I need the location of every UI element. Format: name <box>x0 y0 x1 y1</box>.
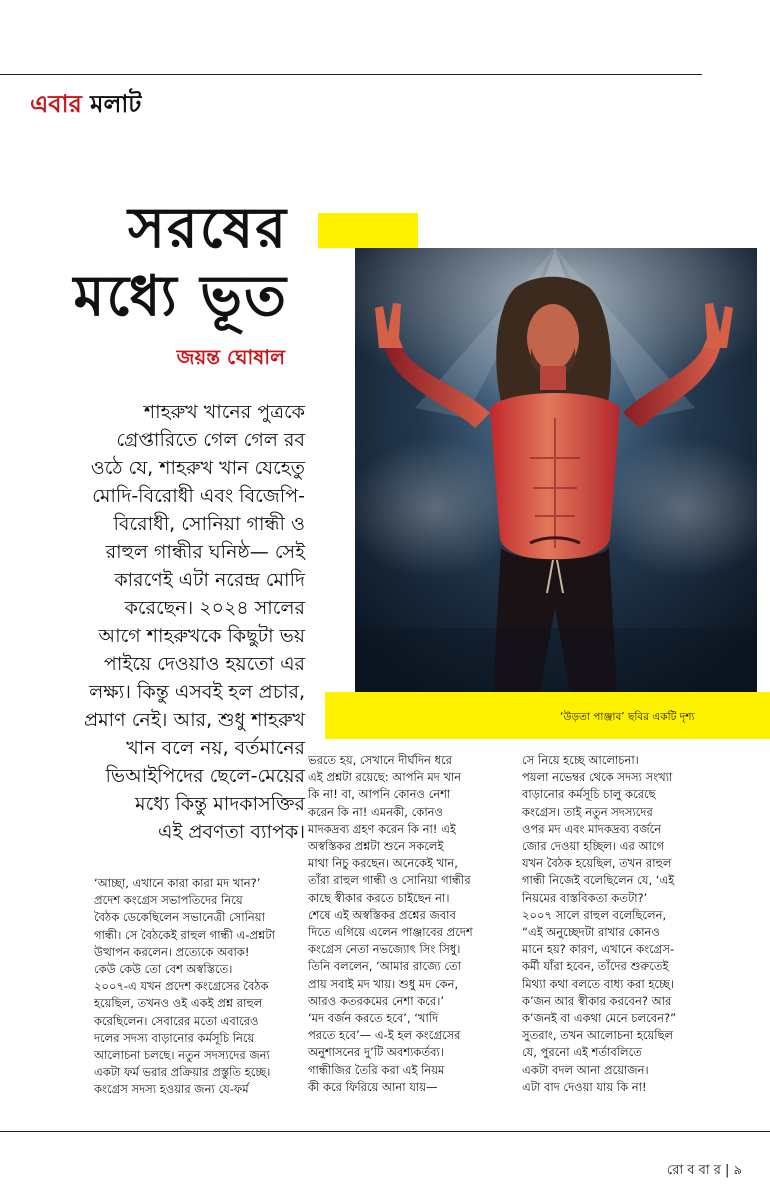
lead-line: খান বলে নয়, বর্তমানের <box>126 737 305 759</box>
lead-line: পাইয়ে দেওয়াও হয়তো এর <box>103 653 305 675</box>
body-line: গান্ধীজির তৈরি করা এই নিয়ম <box>308 1062 445 1077</box>
body-line: তাঁরা রাহুল গান্ধী ও সোনিয়া গান্ধীর <box>308 873 471 888</box>
body-line: আরও কতরকমের নেশা করে।’ <box>308 993 444 1008</box>
lead-line: কারণেই এটা নরেন্দ্র মোদি <box>114 569 305 591</box>
body-line: কংগ্রেস। তাই নতুন সদস্যদের <box>522 804 653 819</box>
section-label-accent: এবার <box>30 90 82 118</box>
body-line: মাদকদ্রব্য গ্রহণ করেন কি না! এই <box>308 821 456 836</box>
yellow-accent-top <box>318 213 418 248</box>
body-line: উত্থাপন করলেন। প্রত্যেকে অবাক! <box>94 944 250 959</box>
lead-line: লক্ষ্য। কিন্তু এসবই হল প্রচার, <box>89 681 305 703</box>
cover-photo-illustration <box>355 248 757 692</box>
body-line: করেন কি না! এমনকী, কোনও <box>308 804 443 819</box>
body-line: ২০০৭ সালে রাহুল বলেছিলেন, <box>522 907 667 922</box>
body-line: যে, পুরনো এই শর্তাবলিতে <box>522 1045 642 1060</box>
lead-line: বিরোধী, সোনিয়া গান্ধী ও <box>113 513 305 535</box>
lead-line: ওঠে যে, শাহরুখ খান যেহেতু <box>90 457 305 479</box>
body-line: সুতরাং, তখন আলোচনা হয়েছিল <box>522 1028 674 1043</box>
body-column-2 <box>308 752 518 1096</box>
body-line: ‘আচ্ছা, এখানে কারা কারা মদ খান?’ <box>94 876 261 890</box>
bottom-rule <box>0 1131 770 1132</box>
headline-line-1: সরষের <box>128 195 288 261</box>
body-line: সে নিয়ে হচ্ছে আলোচনা। <box>522 753 639 767</box>
lead-line: আগে শাহরুখকে কিছুটা ভয় <box>98 625 305 647</box>
section-label <box>30 86 141 126</box>
headline-line-2: মধ্যে ভূত <box>73 263 288 329</box>
magazine-name: রো ব বা র <box>666 1163 721 1178</box>
body-column-1 <box>94 875 304 1099</box>
body-line: গান্ধী নিজেই বলেছিলেন যে, ‘এই <box>522 873 675 888</box>
body-line: এটা বাদ দেওয়া যায় কি না! <box>522 1079 647 1094</box>
lead-line: এই প্রবণতা ব্যাপক। <box>157 821 305 843</box>
page-number: ৯ <box>733 1163 742 1178</box>
lead-paragraph <box>5 398 305 846</box>
body-line: নিয়মের বাস্তবিকতা কতটা?’ <box>522 890 648 905</box>
body-line: কাছে স্বীকার করতে চাইছেন না। <box>308 890 450 905</box>
body-line: করেছিলেন। সেবারের মতো এবারেও <box>94 1013 259 1028</box>
body-line: পয়লা নভেম্বর থেকে সদস্য সংখ্যা <box>522 770 673 785</box>
body-line: মিথ্যা কথা বলতে বাধ্য করা হচ্ছে। <box>522 976 675 991</box>
body-line: ভরতে হয়, সেখানে দীর্ঘদিন ধরে <box>308 753 452 767</box>
body-line: কংগ্রেস নেতা নভজ্যোৎ সিং সিধু। <box>308 942 461 957</box>
body-line: যখন বৈঠক হয়েছিল, তখন রাহুল <box>522 856 672 871</box>
body-line: মানে হয়? কারণ, এখানে কংগ্রেস- <box>522 942 675 957</box>
body-line: দলের সদস্য বাড়ানোর কর্মসূচি নিয়ে <box>94 1030 255 1045</box>
body-line: অনুশাসনের দু’টি অবশ্যকর্তব্য। <box>308 1045 444 1060</box>
body-line: ক’জনই বা একথা মেনে চলবেন?” <box>522 1011 677 1026</box>
body-line: মাথা নিচু করছেন। অনেকেই খান, <box>308 856 458 871</box>
cover-photo <box>355 248 757 692</box>
top-rule <box>0 74 702 75</box>
lead-line: ভিআইপিদের ছেলে-মেয়ের <box>105 765 305 787</box>
body-line: কি না! বা, আপনি কোনও নেশা <box>308 787 451 802</box>
byline: জয়ন্ত ঘোষাল <box>176 345 285 369</box>
body-line: ২০০৭-এ যখন প্রদেশ কংগ্রেসের বৈঠক <box>94 979 269 994</box>
section-label-rest: মলাট <box>81 90 142 118</box>
body-line: গান্ধী। সে বৈঠকেই রাহুল গান্ধী এ-প্রশ্নটা <box>94 927 275 942</box>
page-footer <box>667 1161 742 1182</box>
body-line: প্রদেশ কংগ্রেস সভাপতিদের নিয়ে <box>94 893 243 908</box>
lead-line: রাহুল গান্ধীর ঘনিষ্ঠ— সেই <box>105 541 305 563</box>
image-caption: ‘উড়তা পাঞ্জাব’ ছবির একটি দৃশ্য <box>560 711 695 723</box>
body-line: বৈঠক ডেকেছিলেন সভানেত্রী সোনিয়া <box>94 910 265 925</box>
body-line: কেউ কেউ তো বেশ অস্বস্তিতে। <box>94 962 233 977</box>
body-line: পরতে হবে’— এ-ই হল কংগ্রেসের <box>308 1028 461 1043</box>
body-line: ‘মদ বর্জন করতে হবে’, ‘খাদি <box>308 1011 439 1026</box>
body-line: দিতে এগিয়ে এলেন পাঞ্জাবের প্রদেশ <box>308 925 473 940</box>
body-line: শেষে এই অস্বস্তিকর প্রশ্নের জবাব <box>308 907 456 922</box>
body-line: কংগ্রেস সদস্য হওয়ার জন্য যে-ফর্ম <box>94 1082 249 1097</box>
body-line: একটা ফর্ম ভরার প্রক্রিয়ার প্রস্তুতি হচ্ছে। <box>94 1065 271 1080</box>
body-line: জোর দেওয়া হচ্ছিল। এর আগে <box>522 839 665 854</box>
body-line: প্রায় সবাই মদ খায়। শুধু মদ কেন, <box>308 976 459 991</box>
body-column-3 <box>522 752 740 1096</box>
body-line: হয়েছিল, তখনও ওই একই প্রশ্ন রাহুল <box>94 996 263 1011</box>
lead-line: প্রমাণ নেই। আর, শুধু শাহরুখ <box>83 709 305 731</box>
lead-line: গ্রেপ্তারিতে গেল গেল রব <box>116 429 305 451</box>
body-line: এই প্রশ্নটা রয়েছে: আপনি মদ খান <box>308 770 462 785</box>
lead-line: মোদি-বিরোধী এবং বিজেপি- <box>92 485 305 507</box>
lead-line: করেছেন। ২০২৪ সালের <box>124 597 305 619</box>
body-line: “এই অনুচ্ছেদটা রাখার কোনও <box>522 925 660 940</box>
body-line: কী করে ফিরিয়ে আনা যায়— <box>308 1079 438 1094</box>
body-line: কর্মী যাঁরা হবেন, তাঁদের শুরুতেই <box>522 959 669 974</box>
lead-line: শাহরুখ খানের পুত্রকে <box>143 401 305 423</box>
lead-line: মধ্যে কিন্তু মাদকাসক্তির <box>135 793 305 815</box>
body-line: অস্বস্তিকর প্রশ্নটা শুনে সকলেই <box>308 839 444 854</box>
body-line: আলোচনা চলছে। নতুন সদস্যদের জন্য <box>94 1048 270 1063</box>
body-line: ওপর মদ এবং মাদকদ্রব্য বর্জনে <box>522 821 662 836</box>
footer-separator: | <box>725 1163 734 1178</box>
body-line: একটা বদল আনা প্রয়োজন। <box>522 1062 649 1077</box>
body-line: বাড়ানোর কর্মসূচি চালু করেছে <box>522 787 656 802</box>
body-line: ক’জন আর স্বীকার করবেন? আর <box>522 993 672 1008</box>
body-line: তিনি বললেন, ‘আমার রাজ্যে তো <box>308 959 462 974</box>
